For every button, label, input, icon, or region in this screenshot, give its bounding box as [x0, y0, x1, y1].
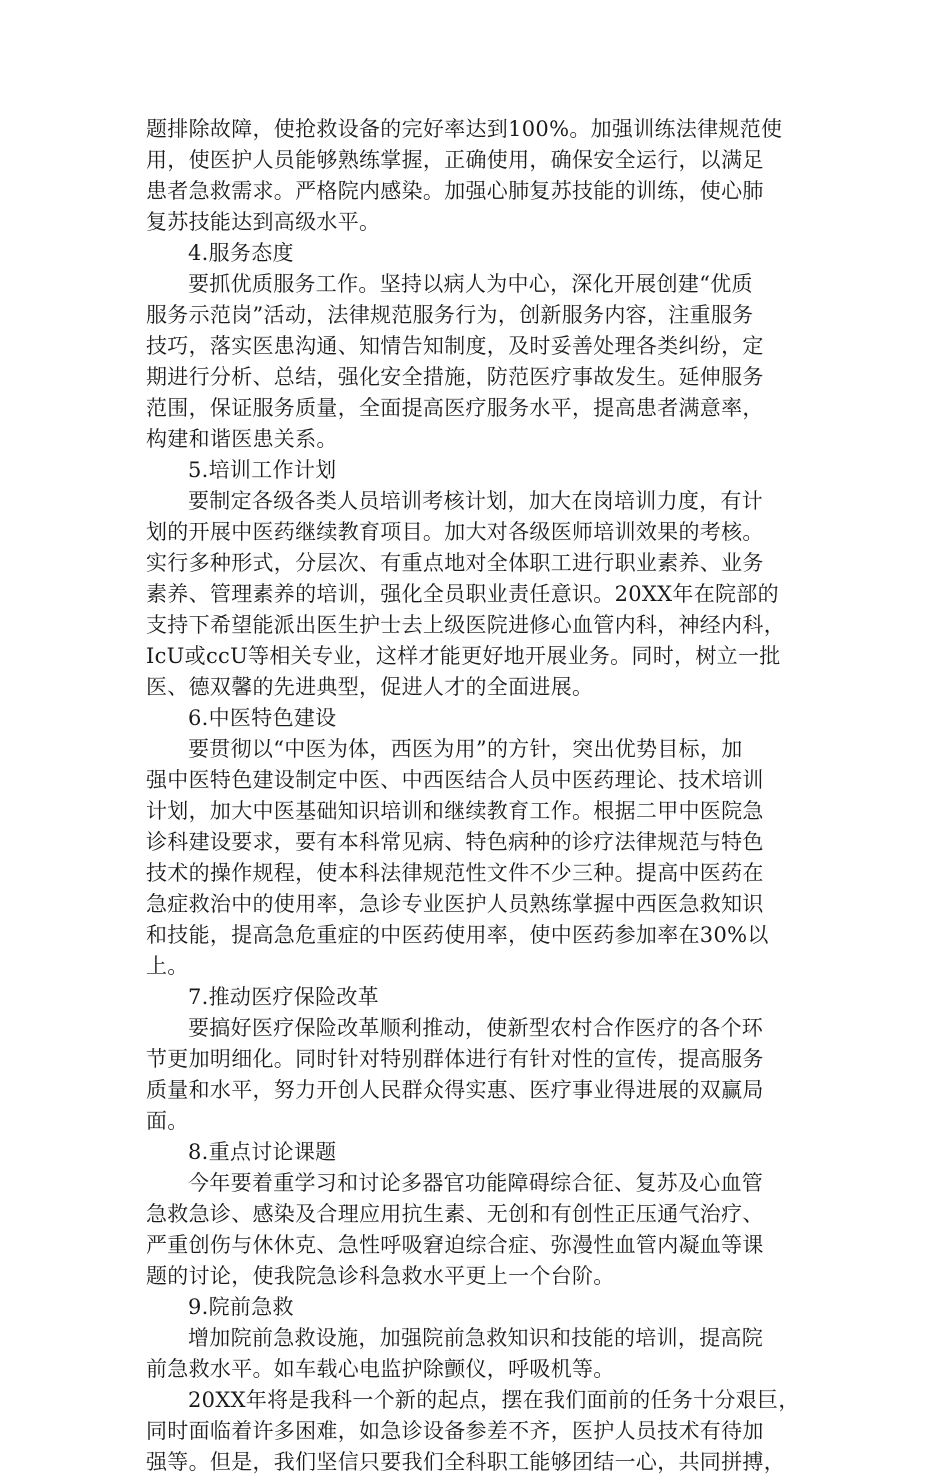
text-line: 急症救治中的使用率，急诊专业医护人员熟练掌握中西医急救知识 — [146, 892, 764, 916]
text-line: 期进行分析、总结，强化安全措施，防范医疗事故发生。延伸服务 — [146, 365, 764, 389]
text-line: 患者急救需求。严格院内感染。加强心肺复苏技能的训练，使心肺 — [146, 179, 764, 203]
text-line: 技术的操作规程，使本科法律规范性文件不少三种。提高中医药在 — [146, 861, 764, 885]
text-line: 同时面临着许多困难，如急诊设备参差不齐，医护人员技术有待加 — [146, 1419, 764, 1443]
text-line: 今年要着重学习和讨论多器官功能障碍综合征、复苏及心血管 — [188, 1171, 764, 1195]
section-heading: 5.培训工作计划 — [188, 458, 337, 482]
text-line: 技巧，落实医患沟通、知情告知制度，及时妥善处理各类纠纷，定 — [146, 334, 764, 358]
text-line: 复苏技能达到高级水平。 — [146, 210, 381, 234]
text-line: 20XX年将是我科一个新的起点，摆在我们面前的任务十分艰巨， — [188, 1388, 800, 1412]
text-line: 计划，加大中医基础知识培训和继续教育工作。根据二甲中医院急 — [146, 799, 764, 823]
text-line: 支持下希望能派出医生护士去上级医院进修心血管内科，神经内科， — [146, 613, 785, 637]
text-line: 服务示范岗”活动，法律规范服务行为，创新服务内容，注重服务 — [146, 303, 754, 327]
text-line: 要搞好医疗保险改革顺利推动，使新型农村合作医疗的各个环 — [188, 1016, 764, 1040]
section-heading: 4.服务态度 — [188, 241, 294, 265]
text-line: 前急救水平。如车载心电监护除颤仪，呼吸机等。 — [146, 1357, 615, 1381]
text-line: 要贯彻以“中医为体，西医为用”的方针，突出优势目标，加 — [188, 737, 743, 761]
text-line: 严重创伤与休休克、急性呼吸窘迫综合症、弥漫性血管内凝血等课 — [146, 1233, 764, 1257]
text-line: 节更加明细化。同时针对特别群体进行有针对性的宣传，提高服务 — [146, 1047, 764, 1071]
text-line: 强等。但是，我们坚信只要我们全科职工能够团结一心，共同拼搏， — [146, 1450, 785, 1474]
text-line: 题排除故障，使抢救设备的完好率达到100%。加强训练法律规范使 — [146, 117, 783, 141]
text-line: 构建和谐医患关系。 — [146, 427, 338, 451]
text-line: 要抓优质服务工作。坚持以病人为中心，深化开展创建“优质 — [188, 272, 753, 296]
text-line: 急救急诊、感染及合理应用抗生素、无创和有创性正压通气治疗、 — [146, 1202, 764, 1226]
section-heading: 7.推动医疗保险改革 — [188, 985, 380, 1009]
section-heading: 8.重点讨论课题 — [188, 1140, 337, 1164]
text-line: 质量和水平，努力开创人民群众得实惠、医疗事业得进展的双赢局 — [146, 1078, 764, 1102]
text-line: 和技能，提高急危重症的中医药使用率，使中医药参加率在30%以 — [146, 923, 769, 947]
text-line: 诊科建设要求，要有本科常见病、特色病种的诊疗法律规范与特色 — [146, 830, 764, 854]
text-line: 增加院前急救设施，加强院前急救知识和技能的培训，提高院 — [188, 1326, 764, 1350]
text-line: 上。 — [146, 954, 189, 978]
text-line: 题的讨论，使我院急诊科急救水平更上一个台阶。 — [146, 1264, 615, 1288]
section-heading: 9.院前急救 — [188, 1295, 294, 1319]
document-body — [146, 114, 812, 1478]
text-line: 范围，保证服务质量，全面提高医疗服务水平，提高患者满意率， — [146, 396, 764, 420]
text-line: IcU或ccU等相关专业，这样才能更好地开展业务。同时，树立一批 — [146, 644, 781, 668]
text-line: 素养、管理素养的培训，强化全员职业责任意识。20XX年在院部的 — [146, 582, 779, 606]
text-line: 强中医特色建设制定中医、中西医结合人员中医药理论、技术培训 — [146, 768, 764, 792]
text-line: 面。 — [146, 1109, 189, 1133]
text-line: 医、德双馨的先进典型，促进人才的全面进展。 — [146, 675, 594, 699]
text-line: 用，使医护人员能够熟练掌握，正确使用，确保安全运行，以满足 — [146, 148, 764, 172]
text-line: 实行多种形式，分层次、有重点地对全体职工进行职业素养、业务 — [146, 551, 764, 575]
text-line: 划的开展中医药继续教育项目。加大对各级医师培训效果的考核。 — [146, 520, 764, 544]
section-heading: 6.中医特色建设 — [188, 706, 337, 730]
text-line: 要制定各级各类人员培训考核计划，加大在岗培训力度，有计 — [188, 489, 764, 513]
